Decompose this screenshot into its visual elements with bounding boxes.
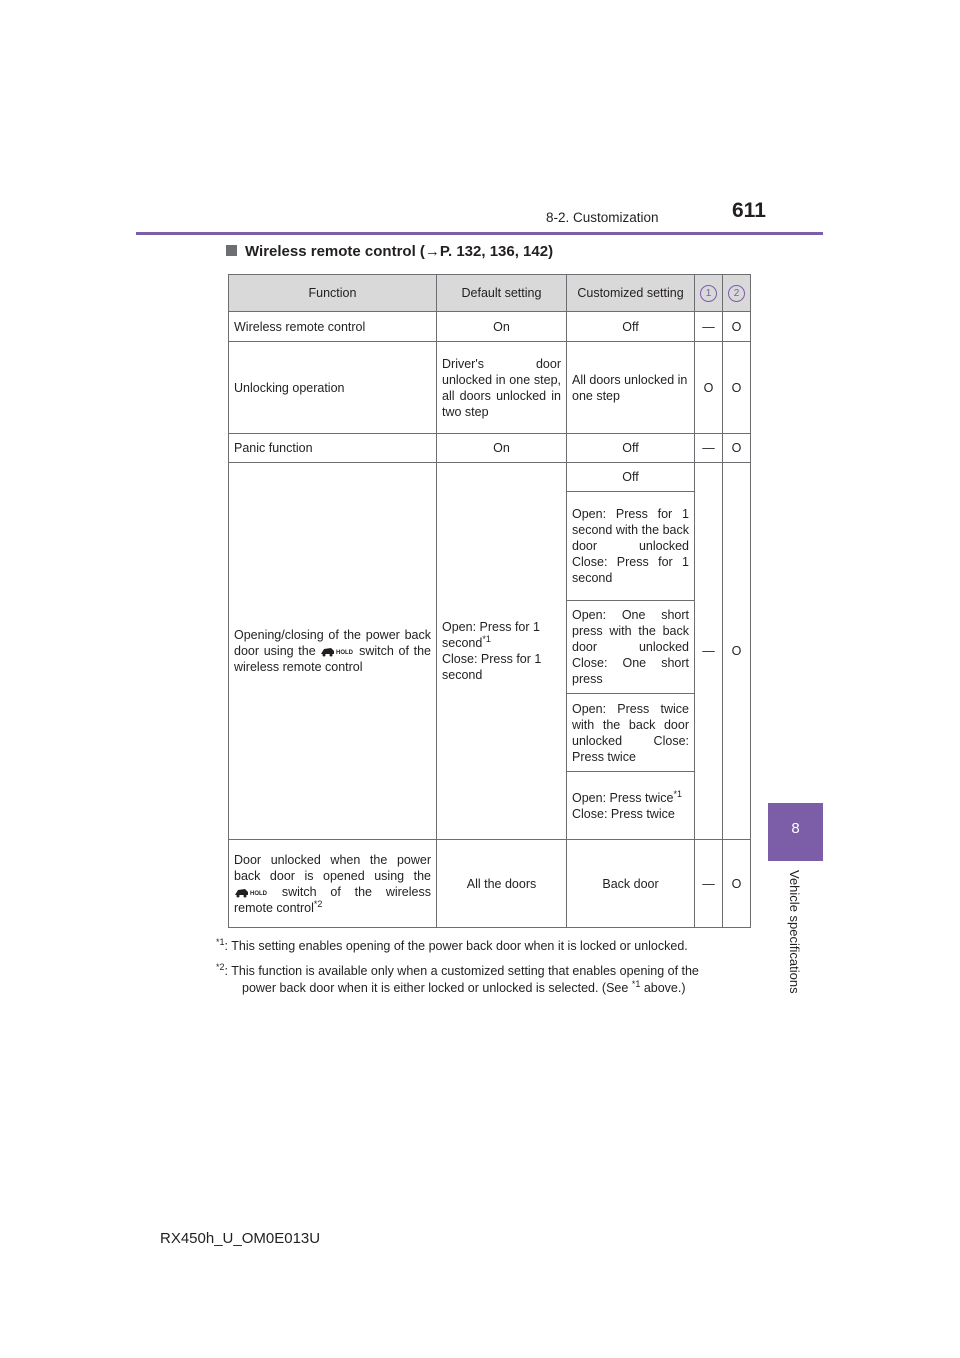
svg-text:HOLD: HOLD [336, 650, 354, 657]
cell-c2: O [723, 840, 751, 928]
function-text: switch of the wireless remote control [234, 884, 431, 915]
cell-c1: O [695, 342, 723, 434]
arrow-icon: → [424, 243, 440, 260]
cell-custom: All doors unlocked in one step [567, 342, 695, 434]
cell-c1: — [695, 312, 723, 342]
bullet-square-icon [226, 245, 237, 256]
table-row [229, 342, 751, 434]
car-hold-icon [320, 646, 354, 657]
section-header: 8-2. Customization [546, 210, 659, 225]
footnote-mark: *1 [216, 936, 225, 947]
cell-custom: Back door [567, 840, 695, 928]
footnote-ref: *1 [631, 978, 641, 989]
chapter-number: 8 [791, 820, 800, 837]
customization-table [228, 274, 751, 928]
cell-c2: O [723, 312, 751, 342]
default-text: Open: Press for 1 second [442, 620, 540, 650]
custom-text: Close: Press twice [572, 806, 675, 821]
footnote-text: above.) [643, 981, 686, 995]
default-text: Close: Press for 1 second [442, 652, 542, 682]
table-row [229, 463, 751, 492]
cell-custom: Off [567, 463, 695, 492]
page-number: 611 [732, 199, 766, 222]
circled-2-icon: 2 [728, 285, 745, 302]
cell-default: On [437, 312, 567, 342]
cell-custom: Open: Press for 1 second with the back door unlocked Close: Press for 1 second [567, 492, 695, 601]
section-title [226, 243, 553, 260]
header-default: Default setting [437, 275, 567, 312]
footnote-text: power back door when it is either locked or unlocked is selected. (See [242, 981, 629, 995]
cell-custom [567, 772, 695, 840]
footnote-text: : This function is available only when a customized setting that enables opening of the [224, 964, 699, 978]
model-code: RX450h_U_OM0E013U [160, 1230, 321, 1247]
chapter-label: Vehicle specifications [787, 870, 802, 994]
cell-custom: Off [567, 434, 695, 463]
header-col1 [695, 275, 723, 312]
footnote-text: : This setting enables opening of the power back door when it is locked or unlocked. [224, 939, 688, 953]
section-title-ref: P. 132, 136, 142) [439, 243, 554, 260]
cell-c2: O [723, 342, 751, 434]
footnote-ref: *1 [673, 788, 682, 799]
cell-c2: O [723, 463, 751, 840]
table-row [229, 434, 751, 463]
cell-c1: — [695, 463, 723, 840]
table-header-row [229, 275, 751, 312]
cell-c2: O [723, 434, 751, 463]
cell-default: All the doors [437, 840, 567, 928]
cell-c1: — [695, 840, 723, 928]
cell-custom: Open: One short press with the back door unlocked Close: One short press [567, 601, 695, 694]
footnote-ref: *2 [313, 898, 323, 909]
circled-1-icon: 1 [700, 285, 717, 302]
cell-function: Wireless remote control [229, 312, 437, 342]
footnote-ref: *1 [482, 633, 491, 644]
footnote-mark: *2 [216, 961, 225, 972]
table-row [229, 840, 751, 928]
function-text: switch of the wireless remote control [234, 644, 431, 674]
table-row [229, 312, 751, 342]
header-rule [136, 232, 823, 235]
function-text: Door unlocked when the power back door is opened using the [234, 852, 431, 883]
cell-function: Unlocking operation [229, 342, 437, 434]
svg-text:HOLD: HOLD [250, 890, 267, 897]
cell-custom: Off [567, 312, 695, 342]
cell-default: Driver's door unlocked in one step, all doors unlocked in two step [437, 342, 567, 434]
cell-function [229, 840, 437, 928]
cell-default [437, 463, 567, 840]
cell-c1: — [695, 434, 723, 463]
cell-function [229, 463, 437, 840]
footnote-2 [216, 963, 699, 997]
cell-default: On [437, 434, 567, 463]
header-customized: Customized setting [567, 275, 695, 312]
custom-text: Open: Press twice [572, 790, 674, 805]
header-col2 [723, 275, 751, 312]
header-function: Function [229, 275, 437, 312]
cell-function: Panic function [229, 434, 437, 463]
function-text: Opening/closing of the power back door using the [234, 628, 431, 658]
car-hold-icon [234, 887, 268, 898]
cell-custom: Open: Press twice with the back door unlocked Close: Press twice [567, 694, 695, 772]
section-title-text: Wireless remote control ( [245, 243, 425, 260]
footnote-1 [216, 938, 688, 955]
